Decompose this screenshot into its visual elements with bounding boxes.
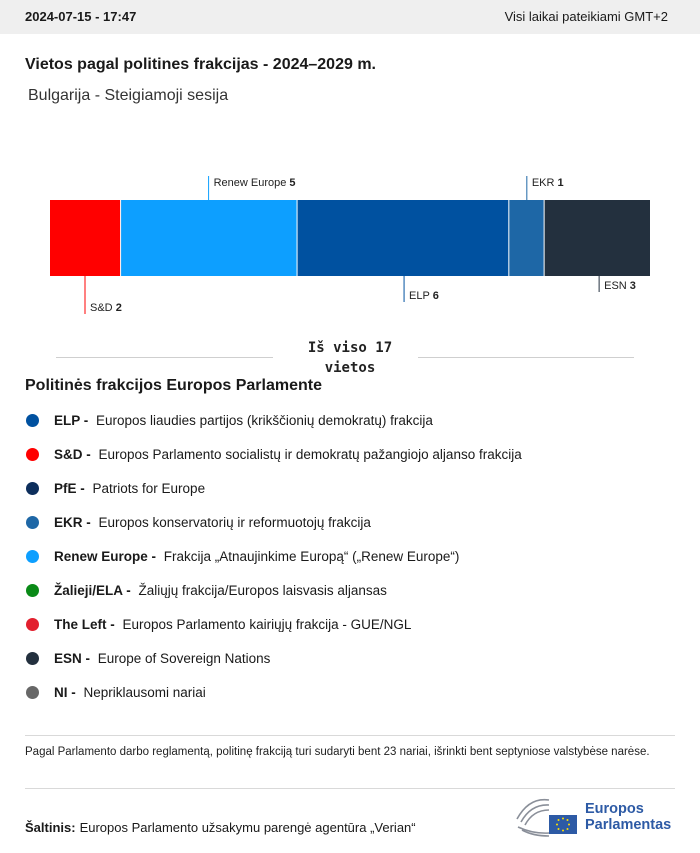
legend-item bbox=[25, 505, 685, 539]
legend-item bbox=[25, 539, 685, 573]
segment-label bbox=[532, 177, 564, 189]
chart-title: Vietos pagal politines frakcijas - 2024–2029 m. bbox=[25, 56, 376, 73]
legend bbox=[25, 403, 685, 709]
legend-abbr: PfE - bbox=[54, 480, 89, 496]
legend-desc: Europos liaudies partijos (krikščionių demokratų) frakcija bbox=[96, 412, 433, 428]
legend-color-dot bbox=[26, 652, 39, 665]
footnote: Pagal Parlamento darbo reglamentą, politinę frakciją turi sudaryti bent 23 nariai, išrinkti bent septyniose valstybėse narėse. bbox=[25, 746, 650, 758]
source bbox=[25, 820, 416, 835]
legend-item bbox=[25, 573, 685, 607]
legend-desc: Patriots for Europe bbox=[92, 480, 206, 496]
segment-label-value: 6 bbox=[432, 290, 439, 302]
bar-segment-elp bbox=[297, 200, 509, 276]
logo-text bbox=[585, 801, 671, 833]
total-seats-line1: Iš viso 17 bbox=[307, 340, 393, 356]
legend-desc: Europos konservatorių ir reformuotojų frakcija bbox=[98, 514, 371, 530]
legend-abbr: Renew Europe - bbox=[54, 548, 160, 564]
divider bbox=[25, 788, 675, 789]
legend-color-dot bbox=[26, 584, 39, 597]
segment-label bbox=[409, 290, 439, 302]
legend-desc: Frakcija „Atnaujinkime Europą“ („Renew Europe“) bbox=[163, 548, 460, 564]
total-divider-left bbox=[56, 357, 273, 358]
legend-desc: Žaliųjų frakcija/Europos laisvasis aljansas bbox=[138, 582, 387, 598]
bar-segment-ekr bbox=[509, 200, 544, 276]
total-seats bbox=[280, 338, 420, 378]
source-label: Šaltinis: bbox=[25, 820, 76, 835]
segment-label-name: EKR bbox=[531, 177, 558, 189]
segment-label-name: ELP bbox=[409, 290, 433, 302]
logo-text-line1: Europos bbox=[585, 801, 644, 817]
segment-label bbox=[214, 177, 296, 189]
segment-label-value: 3 bbox=[629, 280, 636, 292]
segment-label-value: 1 bbox=[557, 177, 564, 189]
legend-item bbox=[25, 675, 685, 709]
legend-item bbox=[25, 641, 685, 675]
legend-color-dot bbox=[26, 618, 39, 631]
legend-abbr: NI - bbox=[54, 684, 80, 700]
segment-label-value: 5 bbox=[289, 177, 296, 189]
legend-color-dot bbox=[26, 448, 39, 461]
legend-item bbox=[25, 403, 685, 437]
parliament-hemicycle-icon bbox=[515, 797, 579, 837]
legend-title: Politinės frakcijos Europos Parlamente bbox=[25, 377, 322, 394]
legend-abbr: EKR - bbox=[54, 514, 95, 530]
segment-label-name: ESN bbox=[604, 280, 630, 292]
bar-segment-renew-europe bbox=[121, 200, 297, 276]
legend-desc: Europe of Sovereign Nations bbox=[97, 650, 271, 666]
legend-desc: Europos Parlamento socialistų ir demokratų pažangiojo aljanso frakcija bbox=[98, 446, 522, 462]
legend-desc: Europos Parlamento kairiųjų frakcija - GUE/NGL bbox=[122, 616, 412, 632]
segment-label bbox=[604, 280, 636, 292]
legend-color-dot bbox=[26, 414, 39, 427]
legend-item bbox=[25, 471, 685, 505]
chart-subtitle: Bulgarija - Steigiamoji sesija bbox=[28, 87, 229, 104]
top-bar bbox=[0, 0, 700, 34]
legend-color-dot bbox=[26, 516, 39, 529]
segment-label bbox=[90, 302, 122, 314]
bar-segment-s-d bbox=[50, 200, 121, 276]
timezone-note: Visi laikai pateikiami GMT+2 bbox=[504, 9, 668, 24]
legend-item bbox=[25, 437, 685, 471]
legend-color-dot bbox=[26, 482, 39, 495]
legend-desc: Nepriklausomi nariai bbox=[83, 684, 206, 700]
legend-color-dot bbox=[26, 686, 39, 699]
total-seats-line2: vietos bbox=[324, 360, 376, 376]
legend-abbr: ELP - bbox=[54, 412, 93, 428]
bar-segment-esn bbox=[544, 200, 650, 276]
datetime: 2024-07-15 - 17:47 bbox=[25, 9, 137, 24]
logo-text-line2: Parlamentas bbox=[585, 817, 672, 833]
total-divider-right bbox=[418, 357, 634, 358]
seats-chart bbox=[0, 160, 700, 325]
segment-label-value: 2 bbox=[115, 302, 122, 314]
legend-abbr: Žalieji/ELA - bbox=[54, 582, 135, 598]
segment-label-name: S&D bbox=[90, 302, 116, 314]
legend-abbr: S&D - bbox=[54, 446, 95, 462]
legend-color-dot bbox=[26, 550, 39, 563]
divider bbox=[25, 735, 675, 736]
legend-abbr: The Left - bbox=[54, 616, 119, 632]
segment-label-name: Renew Europe bbox=[213, 177, 290, 189]
legend-abbr: ESN - bbox=[54, 650, 94, 666]
legend-item bbox=[25, 607, 685, 641]
source-text: Europos Parlamento užsakymu parengė agentūra „Verian“ bbox=[79, 820, 416, 835]
european-parliament-logo bbox=[515, 797, 680, 837]
